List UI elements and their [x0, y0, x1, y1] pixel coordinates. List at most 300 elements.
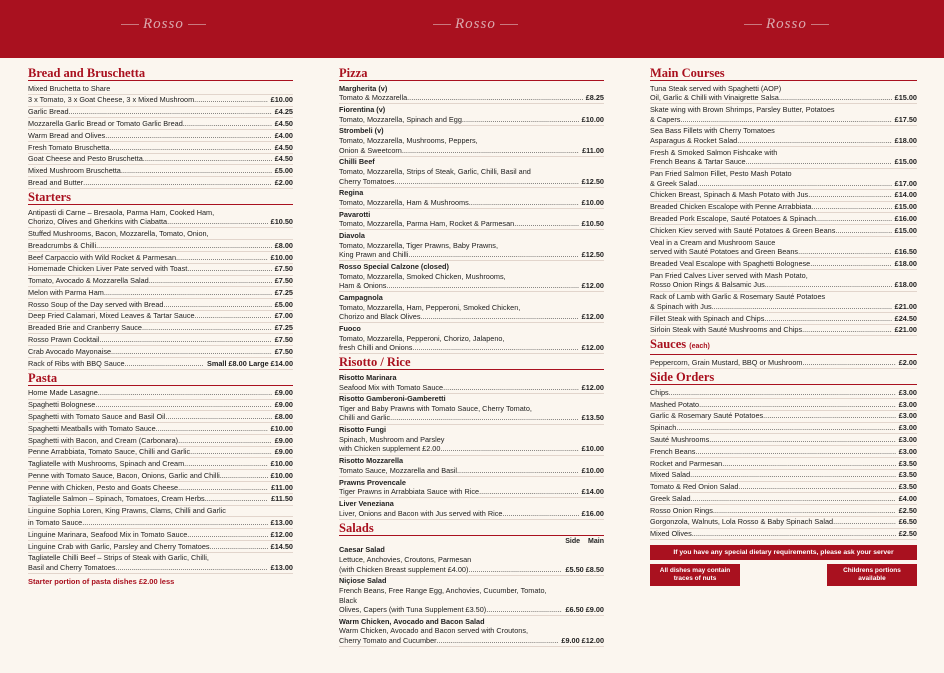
menu-item-price: £4.00 [896, 494, 917, 504]
menu-item-description: Tagliatelle Salmon – Spinach, Tomatoes, Cream Herbs [28, 494, 205, 504]
menu-item-text [650, 400, 896, 410]
menu-item-text [650, 126, 892, 145]
menu-item-price: £4.50 [272, 143, 293, 153]
menu-item-text [650, 411, 896, 421]
menu-item-price: £2.00 [272, 178, 293, 188]
menu-item [650, 225, 917, 237]
menu-item-text [28, 84, 290, 94]
menu-item-description: Tagliatelle Chilli Beef – Strips of Steak with Garlic, Chilli, Basil and Cherry Tomatoes [28, 553, 209, 572]
menu-item-text [28, 436, 272, 446]
menu-item-description: Rack of Ribs with BBQ Sauce [28, 358, 125, 368]
menu-item-price: £4.50 [272, 119, 293, 129]
menu-item-description: Deep Fried Calamari, Mixed Leaves & Tartar Sauce [28, 311, 195, 321]
menu-item-price: £9.00 [272, 447, 293, 457]
menu-item-price: £7.50 [272, 264, 293, 274]
menu-item [650, 270, 917, 291]
menu-item [28, 517, 293, 529]
menu-item [28, 506, 293, 518]
menu-item-text [339, 188, 579, 207]
menu-item-text [28, 288, 272, 298]
menu-item-name: Risotto Gamberoni-Gamberetti [339, 394, 446, 404]
menu-item-name: Fiorentina (v) [339, 104, 386, 114]
menu-item-price: £5.00 [272, 300, 293, 310]
menu-item-description: Beef Carpaccio with Wild Rocket & Parmesan [28, 252, 177, 262]
menu-item [650, 313, 917, 325]
menu-item-price: £14.00 [579, 487, 604, 497]
menu-item-text [28, 447, 272, 457]
menu-item-name: Margherita (v) [339, 83, 388, 93]
menu-item-name: Pavarotti [339, 209, 371, 219]
menu-item-description: Linguine Sophia Loren, King Prawns, Clams, Chilli and Garlic [28, 506, 226, 516]
menu-item-text [650, 435, 896, 445]
menu-item-price: £18.00 [892, 280, 917, 290]
menu-item-text [339, 394, 579, 423]
menu-item-text [28, 178, 272, 188]
menu-item [28, 154, 293, 166]
menu-item [28, 240, 293, 252]
menu-column-right [650, 66, 917, 586]
menu-item-text [28, 459, 268, 469]
menu-item-price: £10.00 [268, 424, 293, 434]
menu-item-description: Tomato & Mozzarella [339, 93, 408, 103]
menu-item [650, 411, 917, 423]
menu-item-description: Warm Chicken, Avocado and Bacon served with Croutons, Cherry Tomato and Cucumber [339, 626, 529, 646]
menu-item-name: Liver Veneziana [339, 498, 394, 508]
menu-item-text [28, 229, 290, 239]
menu-item-text [339, 262, 579, 291]
menu-item [28, 529, 293, 541]
menu-item [28, 423, 293, 435]
menu-item-description: Spaghetti with Tomato Sauce and Basil Oil [28, 411, 166, 421]
menu-item-text [650, 325, 892, 335]
childrens-portions-notice: Childrens portions available [827, 564, 917, 586]
menu-item [28, 447, 293, 459]
menu-item-price: £3.50 [896, 482, 917, 492]
menu-item [650, 147, 917, 168]
menu-item-text [28, 335, 272, 345]
menu-item-text [650, 238, 892, 257]
menu-item-description: Tomato, Mozzarella, Smoked Chicken, Mushrooms, Ham & Onions [339, 271, 506, 291]
section-title [28, 66, 293, 81]
menu-item [339, 104, 604, 125]
menu-item [28, 470, 293, 482]
menu-item-description: 3 x Tomato, 3 x Goat Cheese, 3 x Mixed Mushroom [28, 95, 195, 105]
menu-item-price: £11.50 [268, 494, 293, 504]
menu-item [339, 188, 604, 209]
menu-item-text [339, 373, 579, 392]
menu-item-text [650, 226, 892, 236]
menu-item-name: Caesar Salad [339, 545, 385, 555]
menu-item [339, 323, 604, 354]
menu-item-text [28, 253, 268, 263]
section-title-text: Sauces [650, 337, 687, 352]
menu-item-name: Niçiose Salad [339, 576, 387, 586]
menu-item-description: Chicken Kiev served with Sauté Potatoes & Green Beans [650, 225, 836, 235]
menu-item [28, 299, 293, 311]
menu-item-price: £10.50 [579, 219, 604, 229]
menu-item-description: Warm Bread and Olives [28, 130, 106, 140]
menu-item-text [650, 190, 892, 200]
menu-item [28, 95, 293, 107]
menu-item-price: £12.00 [579, 383, 604, 393]
menu-item [28, 118, 293, 130]
menu-item-text [28, 359, 204, 369]
menu-item-price: £12.00 [579, 312, 604, 322]
header-banner [0, 0, 944, 58]
section-title-text: Starters [28, 190, 72, 205]
menu-item [339, 616, 604, 647]
menu-item-text [28, 311, 272, 321]
menu-item-description: Tomato, Mozzarella, Spinach and Egg [339, 114, 462, 124]
brand-logo: Rosso [455, 16, 496, 32]
brand-logo: Rosso [766, 16, 807, 32]
menu-item-description: Penne Arrabbiata, Tomato Sauce, Chilli and Garlic [28, 447, 191, 457]
menu-item [339, 209, 604, 230]
menu-item [339, 498, 604, 519]
menu-item-name: Prawns Provencale [339, 477, 406, 487]
menu-item [339, 576, 604, 617]
section-risotto-rice [339, 355, 604, 519]
section-title-text: Pasta [28, 370, 58, 385]
menu-item-price: £8.25 [583, 93, 604, 103]
menu-item [339, 230, 604, 261]
section-title [28, 190, 293, 205]
menu-item-description: French Beans, Free Range Egg, Anchovies, Cucumber, Tomato, Black Olives, Capers (with Tuna Supplement £3.50) [339, 585, 547, 615]
section-title [28, 371, 293, 386]
menu-item-price: £2.50 [896, 529, 917, 539]
menu-item-text [650, 506, 896, 516]
menu-item-text [650, 84, 892, 103]
menu-item-text [28, 154, 272, 164]
section-title-text: Bread and Bruschetta [28, 66, 146, 80]
menu-item-description: Chicken Breast, Spinach & Mash Potato with Jus [650, 190, 809, 200]
menu-item-price: £7.50 [272, 347, 293, 357]
menu-item [28, 207, 293, 228]
menu-item-description: Breaded Pork Escalope, Sauté Potatoes & Spinach [650, 214, 816, 224]
menu-item-description: Breadcrumbs & Chilli [28, 240, 97, 250]
menu-item-price: £11.00 [268, 483, 293, 493]
menu-item [650, 202, 917, 214]
menu-item [339, 292, 604, 323]
menu-item [28, 228, 293, 240]
menu-item-text [650, 388, 896, 398]
menu-item [28, 553, 293, 574]
menu-item [28, 334, 293, 346]
menu-item [650, 104, 917, 125]
menu-item-description: Pan Fried Calves Liver served with Mash Potato, Rosso Onion Rings & Balsamic Jus [650, 270, 808, 290]
menu-item-description: Rosso Prawn Cocktail [28, 335, 100, 345]
menu-item-price: £14.00 [892, 190, 917, 200]
menu-item [650, 258, 917, 270]
menu-item-text [28, 388, 272, 398]
menu-item-price: £13.50 [579, 413, 604, 423]
menu-item-price: £12.00 [268, 530, 293, 540]
menu-item-text [28, 95, 268, 105]
menu-item [339, 456, 604, 477]
menu-item-text [650, 259, 892, 269]
menu-item-price: £15.00 [892, 202, 917, 212]
menu-item-description: Tomato, Mozzarella, Ham & Mushrooms [339, 197, 469, 207]
menu-item-text [28, 494, 268, 504]
menu-item [650, 292, 917, 313]
menu-item-description: Rosso Onion Rings [650, 505, 713, 515]
menu-item-price: £4.25 [272, 107, 293, 117]
menu-item [28, 177, 293, 189]
menu-item [28, 388, 293, 400]
menu-item-description: Sirloin Steak with Sauté Mushrooms and Chips [650, 325, 803, 335]
menu-item-description: Spaghetti Bolognese [28, 400, 96, 410]
menu-item-description: Tomato, Mozzarella, Ham, Pepperoni, Smoked Chicken, Chorizo and Black Olives [339, 302, 521, 322]
menu-item-description: Breaded Brie and Cranberry Sauce [28, 323, 142, 333]
menu-item-text [28, 208, 268, 227]
menu-item-text [28, 300, 272, 310]
menu-item-price: £7.50 [272, 276, 293, 286]
price-column-label: Main [588, 537, 604, 545]
menu-item [28, 83, 293, 95]
menu-item-price: £7.00 [272, 311, 293, 321]
menu-item-text [650, 202, 892, 212]
menu-item [650, 493, 917, 505]
menu-item-text [339, 425, 579, 454]
menu-item [339, 425, 604, 456]
menu-item-price: £7.25 [272, 288, 293, 298]
section-bread-and-bruschetta [28, 66, 293, 189]
section-starters [28, 190, 293, 370]
menu-item-price: £10.50 [268, 217, 293, 227]
menu-item-text [28, 530, 268, 540]
menu-item-description: Liver, Onions and Bacon with Jus served with Rice [339, 508, 503, 518]
menu-item-name: Risotto Marinara [339, 372, 397, 382]
menu-item-text [28, 412, 272, 422]
menu-item-text [650, 447, 896, 457]
menu-item-text [339, 105, 579, 124]
dietary-notice: If you have any special dietary requirements, please ask your server [650, 545, 917, 560]
menu-item-description: Breaded Chicken Escalope with Penne Arrabbiata [650, 202, 812, 212]
menu-item-price: £16.00 [892, 214, 917, 224]
section-side-orders [650, 370, 917, 540]
menu-item-text [650, 482, 896, 492]
section-title [339, 66, 604, 81]
menu-item [339, 372, 604, 393]
menu-item-description: Spinach [650, 423, 677, 433]
menu-item [650, 446, 917, 458]
menu-item-description: French Beans [650, 446, 696, 456]
menu-item [650, 470, 917, 482]
menu-item-name: Risotto Mozzarella [339, 456, 404, 466]
menu-item-description: Fresh & Smoked Salmon Fishcake with French Beans & Tartar Sauce [650, 147, 778, 167]
menu-item-description: Bread and Butter [28, 177, 84, 187]
menu-item-text [650, 271, 892, 290]
menu-item [650, 517, 917, 529]
section-title-text: Side Orders [650, 370, 715, 385]
menu-item-description: Homemade Chicken Liver Pate served with Toast [28, 264, 188, 274]
menu-item [650, 529, 917, 541]
menu-item-description: Home Made Lasagne [28, 388, 98, 398]
menu-item-description: Mixed Mushroom Bruschetta [28, 166, 121, 176]
menu-item-price: £5.00 [272, 166, 293, 176]
menu-item-description: Stuffed Mushrooms, Bacon, Mozzarella, Tomato, Onion, [28, 229, 209, 238]
menu-item [650, 482, 917, 494]
section-title [650, 66, 917, 81]
menu-item-description: Tomato Sauce, Mozzarella and Basil [339, 465, 458, 475]
menu-item-name: Regina [339, 188, 364, 198]
menu-item-price: £2.50 [896, 506, 917, 516]
menu-item-price: £7.50 [272, 335, 293, 345]
menu-item [28, 311, 293, 323]
menu-item-text [650, 292, 892, 311]
menu-item-price: £10.00 [579, 198, 604, 208]
brand-logo: Rosso [143, 16, 184, 32]
menu-item-price: £4.00 [272, 131, 293, 141]
menu-item-description: Tomato & Red Onion Salad [650, 482, 739, 492]
menu-item-text [650, 529, 896, 539]
menu-item-text [28, 553, 268, 572]
menu-item [28, 287, 293, 299]
menu-item-price: £10.00 [268, 95, 293, 105]
menu-item-text [339, 545, 562, 574]
menu-item-description: Linguine Crab with Garlic, Parsley and Cherry Tomatoes [28, 541, 210, 551]
menu-item-text [650, 494, 896, 504]
menu-item-description: Spaghetti Meatballs with Tomato Sauce [28, 423, 156, 433]
menu-item-text [28, 400, 272, 410]
menu-item [339, 477, 604, 498]
menu-item-text [339, 126, 579, 155]
menu-item-price: £5.50 £8.50 [562, 565, 604, 575]
menu-item-price: £21.00 [892, 325, 917, 335]
menu-item-price: £10.00 [268, 459, 293, 469]
section-main-courses [650, 66, 917, 336]
menu-item-text [650, 214, 892, 224]
menu-item-description: Seafood Mix with Tomato Sauce [339, 382, 444, 392]
menu-item [28, 107, 293, 119]
menu-item [650, 169, 917, 190]
menu-item-price: £9.00 [272, 436, 293, 446]
menu-item-price: £18.00 [892, 259, 917, 269]
menu-item-price: £18.00 [892, 136, 917, 146]
menu-item-text [28, 542, 268, 552]
menu-item [28, 400, 293, 412]
menu-item [650, 434, 917, 446]
menu-item-price: £12.00 [579, 281, 604, 291]
menu-item [28, 142, 293, 154]
menu-item [28, 346, 293, 358]
menu-item-text [28, 347, 272, 357]
menu-item-price: £12.50 [579, 177, 604, 187]
menu-item-text [650, 148, 892, 167]
menu-item-text [28, 323, 272, 333]
menu-item-text [650, 169, 892, 188]
menu-item-price: £16.50 [892, 247, 917, 257]
menu-item-description: Tomato, Mozzarella, Pepperoni, Chorizo, Jalapeno, fresh Chilli and Onions [339, 333, 505, 353]
menu-item-text [650, 314, 892, 324]
menu-item-description: Garlic & Rosemary Sauté Potatoes [650, 411, 764, 421]
menu-item-text [28, 424, 268, 434]
menu-item-description: Lettuce, Anchovies, Croutons, Parmesan (with Chicken Breast supplement £4.00) [339, 554, 472, 574]
menu-item [650, 505, 917, 517]
section-subtitle: (each) [689, 343, 710, 351]
menu-item-description: Mozzarella Garlic Bread or Tomato Garlic Bread [28, 118, 183, 128]
menu-item-price: £10.00 [268, 471, 293, 481]
menu-item-description: Chips [650, 387, 669, 397]
menu-item-description: Sauté Mushrooms [650, 434, 710, 444]
menu-item [339, 394, 604, 425]
menu-item-price: £7.25 [272, 323, 293, 333]
menu-item-name: Warm Chicken, Avocado and Bacon Salad [339, 616, 485, 626]
menu-item-text [28, 131, 272, 141]
menu-item [650, 387, 917, 399]
menu-item-description: Mixed Bruchetta to Share [28, 83, 111, 93]
menu-item-name: Campagnola [339, 292, 383, 302]
menu-item-price: £8.00 [272, 412, 293, 422]
menu-item [28, 358, 293, 370]
menu-item-price: Small £8.00 Large £14.00 [204, 359, 293, 369]
section-title [650, 370, 917, 385]
menu-item-name: Rosso Special Calzone (closed) [339, 262, 449, 271]
section-pasta [28, 371, 293, 586]
menu-item-price: £17.50 [892, 115, 917, 125]
section-title-text: Salads [339, 520, 374, 535]
menu-item-description: Tiger Prawns in Arrabbiata Sauce with Rice [339, 487, 480, 497]
menu-item-text [650, 459, 896, 469]
menu-item-text [28, 506, 290, 516]
menu-item-text [339, 617, 558, 646]
menu-item [339, 261, 604, 292]
menu-item-text [650, 358, 896, 368]
menu-item-price: £6.50 [896, 517, 917, 527]
section-pizza [339, 66, 604, 354]
menu-item [650, 325, 917, 337]
menu-item-description: Sea Bass Fillets with Cherry Tomatoes Asparagus & Rocket Salad [650, 126, 775, 145]
menu-item-price: £4.50 [272, 154, 293, 164]
menu-item-description: Rosso Soup of the Day served with Bread [28, 299, 164, 309]
menu-item-price: £9.00 [272, 388, 293, 398]
menu-item-price: £3.50 [896, 459, 917, 469]
menu-item-text [28, 264, 272, 274]
menu-item-price: £21.00 [892, 302, 917, 312]
menu-item-price: £3.00 [896, 411, 917, 421]
section-title [650, 337, 917, 355]
menu-item-description: Antipasti di Carne – Bresaola, Parma Ham, Cooked Ham, Chorizo, Olives and Gherkins with Ciabatta [28, 207, 215, 227]
menu-item-description: Skate wing with Brown Shrimps, Parsley Butter, Potatoes & Capers [650, 104, 835, 124]
menu-item-price: £3.00 [896, 400, 917, 410]
menu-item-price: £10.00 [579, 115, 604, 125]
menu-item-price: £15.00 [892, 93, 917, 103]
menu-item-text [28, 241, 272, 251]
menu-item [28, 411, 293, 423]
menu-item-description: Rocket and Parmesan [650, 458, 723, 468]
menu-item-text [339, 576, 562, 614]
menu-item-description: Goat Cheese and Pesto Bruschetta [28, 154, 143, 164]
menu-item-price: £15.00 [892, 157, 917, 167]
menu-item-text [28, 119, 272, 129]
menu-item-text [339, 157, 579, 186]
menu-item-description: Spinach, Mushroom and Parsley with Chicken supplement £2.00 [339, 434, 445, 454]
menu-item [650, 126, 917, 147]
menu-item-price: £3.50 [896, 470, 917, 480]
menu-item-text [339, 231, 579, 260]
price-column-label: Side [565, 537, 581, 545]
menu-item-price: £10.00 [579, 444, 604, 454]
menu-item-name: Risotto Fungi [339, 425, 387, 435]
menu-item-description: Fillet Steak with Spinach and Chips [650, 313, 765, 323]
menu-item [339, 126, 604, 157]
menu-item-price: £15.00 [892, 226, 917, 236]
menu-item-description: Penne with Chicken, Pesto and Goats Cheese [28, 482, 179, 492]
menu-item-text [339, 324, 579, 353]
menu-item-description: in Tomato Sauce [28, 517, 83, 527]
menu-item-description: Garlic Bread [28, 107, 69, 117]
menu-item-description: Tiger and Baby Prawns with Tomato Sauce, Cherry Tomato, Chilli and Garlic [339, 403, 532, 423]
